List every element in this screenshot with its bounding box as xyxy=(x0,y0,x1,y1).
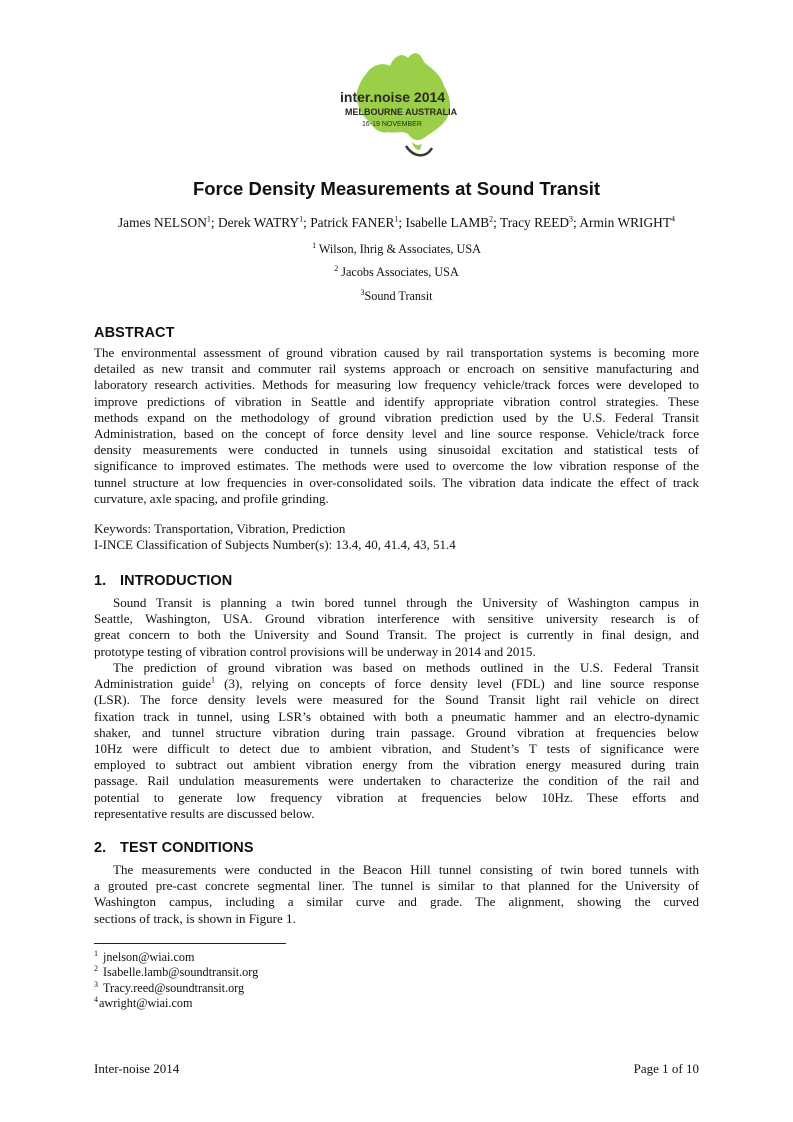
author: Isabelle LAMB$^2$; xyxy=(405,214,500,230)
logo-title: inter.noise 2014 xyxy=(340,89,446,105)
australia-map-logo xyxy=(328,42,464,164)
author: James NELSON$^1$; xyxy=(117,214,218,230)
page-number: Page 1 of 10 xyxy=(633,1061,699,1076)
introduction-paragraph-1: Sound Transit is planning a twin bored tunnel through the University of Washington campus in Seattle, Washington, USA. Ground vibration interference with sensitive university research is of great concern to both the University and Sound Transit. The project is currently in final design, and prototype testing of vibration control provisions will be underway in 2014 and 2015. xyxy=(94,595,699,659)
logo-dates: 16-19 NOVEMBER xyxy=(362,121,422,128)
author: Derek WATRY$^1$; xyxy=(217,214,311,230)
abstract-body: The environmental assessment of ground vibration caused by rail transportation systems is becoming more detailed as new transit and commuter rail systems approach or encroach on sensitive manufacturing and laboratory research activities. Methods for measuring low frequency vehicle/track forces were developed to improve predictions of vibration in Seattle and identify appropriate vibration control strategies. These methods expand on the methodology of ground vibration prediction used by the U.S. Federal Transit Administration, based on the concept of force density level and line source response. Vehicle/track force density measurements were conducted in tunnels using sinusoidal excitation and statistical tests of significance to improved estimates. The methods were used to overcome the low vibration response of the tunnel structure at low frequencies in over-consolidated soils. The vibration data indicate the effect of track curvature, axle spacing, and profile grinding. xyxy=(94,345,699,506)
author: Patrick FANER$^1$; xyxy=(310,214,406,230)
introduction-paragraph-2: The prediction of ground vibration was based on methods outlined in the U.S. Federal Transit Administration guide$^1$ (3), relying on concepts of force density level (FDL) and line source response (LSR). The force density levels were measured for the Sound Transit light rail vehicle on direct fixation track in tunnel, using LSR’s obtained with both a pneumatic hammer and an electro-dynamic shaker, and tunnel structure vibration during train passage. Ground vibration at frequencies below 10Hz were difficult to detect due to ambient vibration, and Student’s T tests of significance were employed to subtract out ambient vibration energy from the vibration energy measured during train passage. Rail undulation measurements were undertaken to characterize the condition of the rail and potential to generate low frequency vibration at frequencies below 10Hz. These efforts and representative results are discussed below. xyxy=(94,660,700,821)
author: Armin WRIGHT$^4$ xyxy=(579,214,676,230)
footnote-divider xyxy=(94,943,286,944)
paper-title: Force Density Measurements at Sound Transit xyxy=(192,178,601,199)
keywords: Keywords: Transportation, Vibration, Prediction xyxy=(94,521,346,536)
affiliation: $^1$ Wilson, Ihrig & Associates, USA xyxy=(312,240,481,256)
logo-location: MELBOURNE AUSTRALIA xyxy=(345,107,458,117)
affiliation: $^2$ Jacobs Associates, USA xyxy=(334,263,459,279)
test-conditions-paragraph: The measurements were conducted in the Beacon Hill tunnel consisting of twin bored tunnels with a grouted pre-cast concrete segmental liner. The tunnel is similar to that planned for the University of Washington campus, including a similar curve and grade. The alignment, showing the curved sections of track, is shown in Figure 1. xyxy=(94,862,699,926)
footnote: $^1$ jnelson@wiai.com xyxy=(94,948,195,964)
affiliation: $^3$Sound Transit xyxy=(360,287,433,303)
footnote: $^4$awright@wiai.com xyxy=(94,994,193,1010)
footnote: $^3$ Tracy.reed@soundtransit.org xyxy=(94,979,245,995)
author: Tracy REED$^3$; xyxy=(499,214,580,230)
section-heading-introduction: 1. INTRODUCTION xyxy=(94,573,233,589)
section-heading-test-conditions: 2. TEST CONDITIONS xyxy=(94,840,254,856)
abstract-heading: ABSTRACT xyxy=(94,325,175,341)
text-line: Administration guide$^1$ (3), relying on concepts of force density level (FDL) and line source response xyxy=(94,675,700,692)
classification: I-INCE Classification of Subjects Number(s): 13.4, 40, 41.4, 43, 51.4 xyxy=(94,537,456,552)
footer-conference: Inter-noise 2014 xyxy=(94,1061,180,1076)
author-list xyxy=(0,215,793,231)
footnote: $^2$ Isabelle.lamb@soundtransit.org xyxy=(94,963,259,979)
conference-logo xyxy=(328,42,464,164)
